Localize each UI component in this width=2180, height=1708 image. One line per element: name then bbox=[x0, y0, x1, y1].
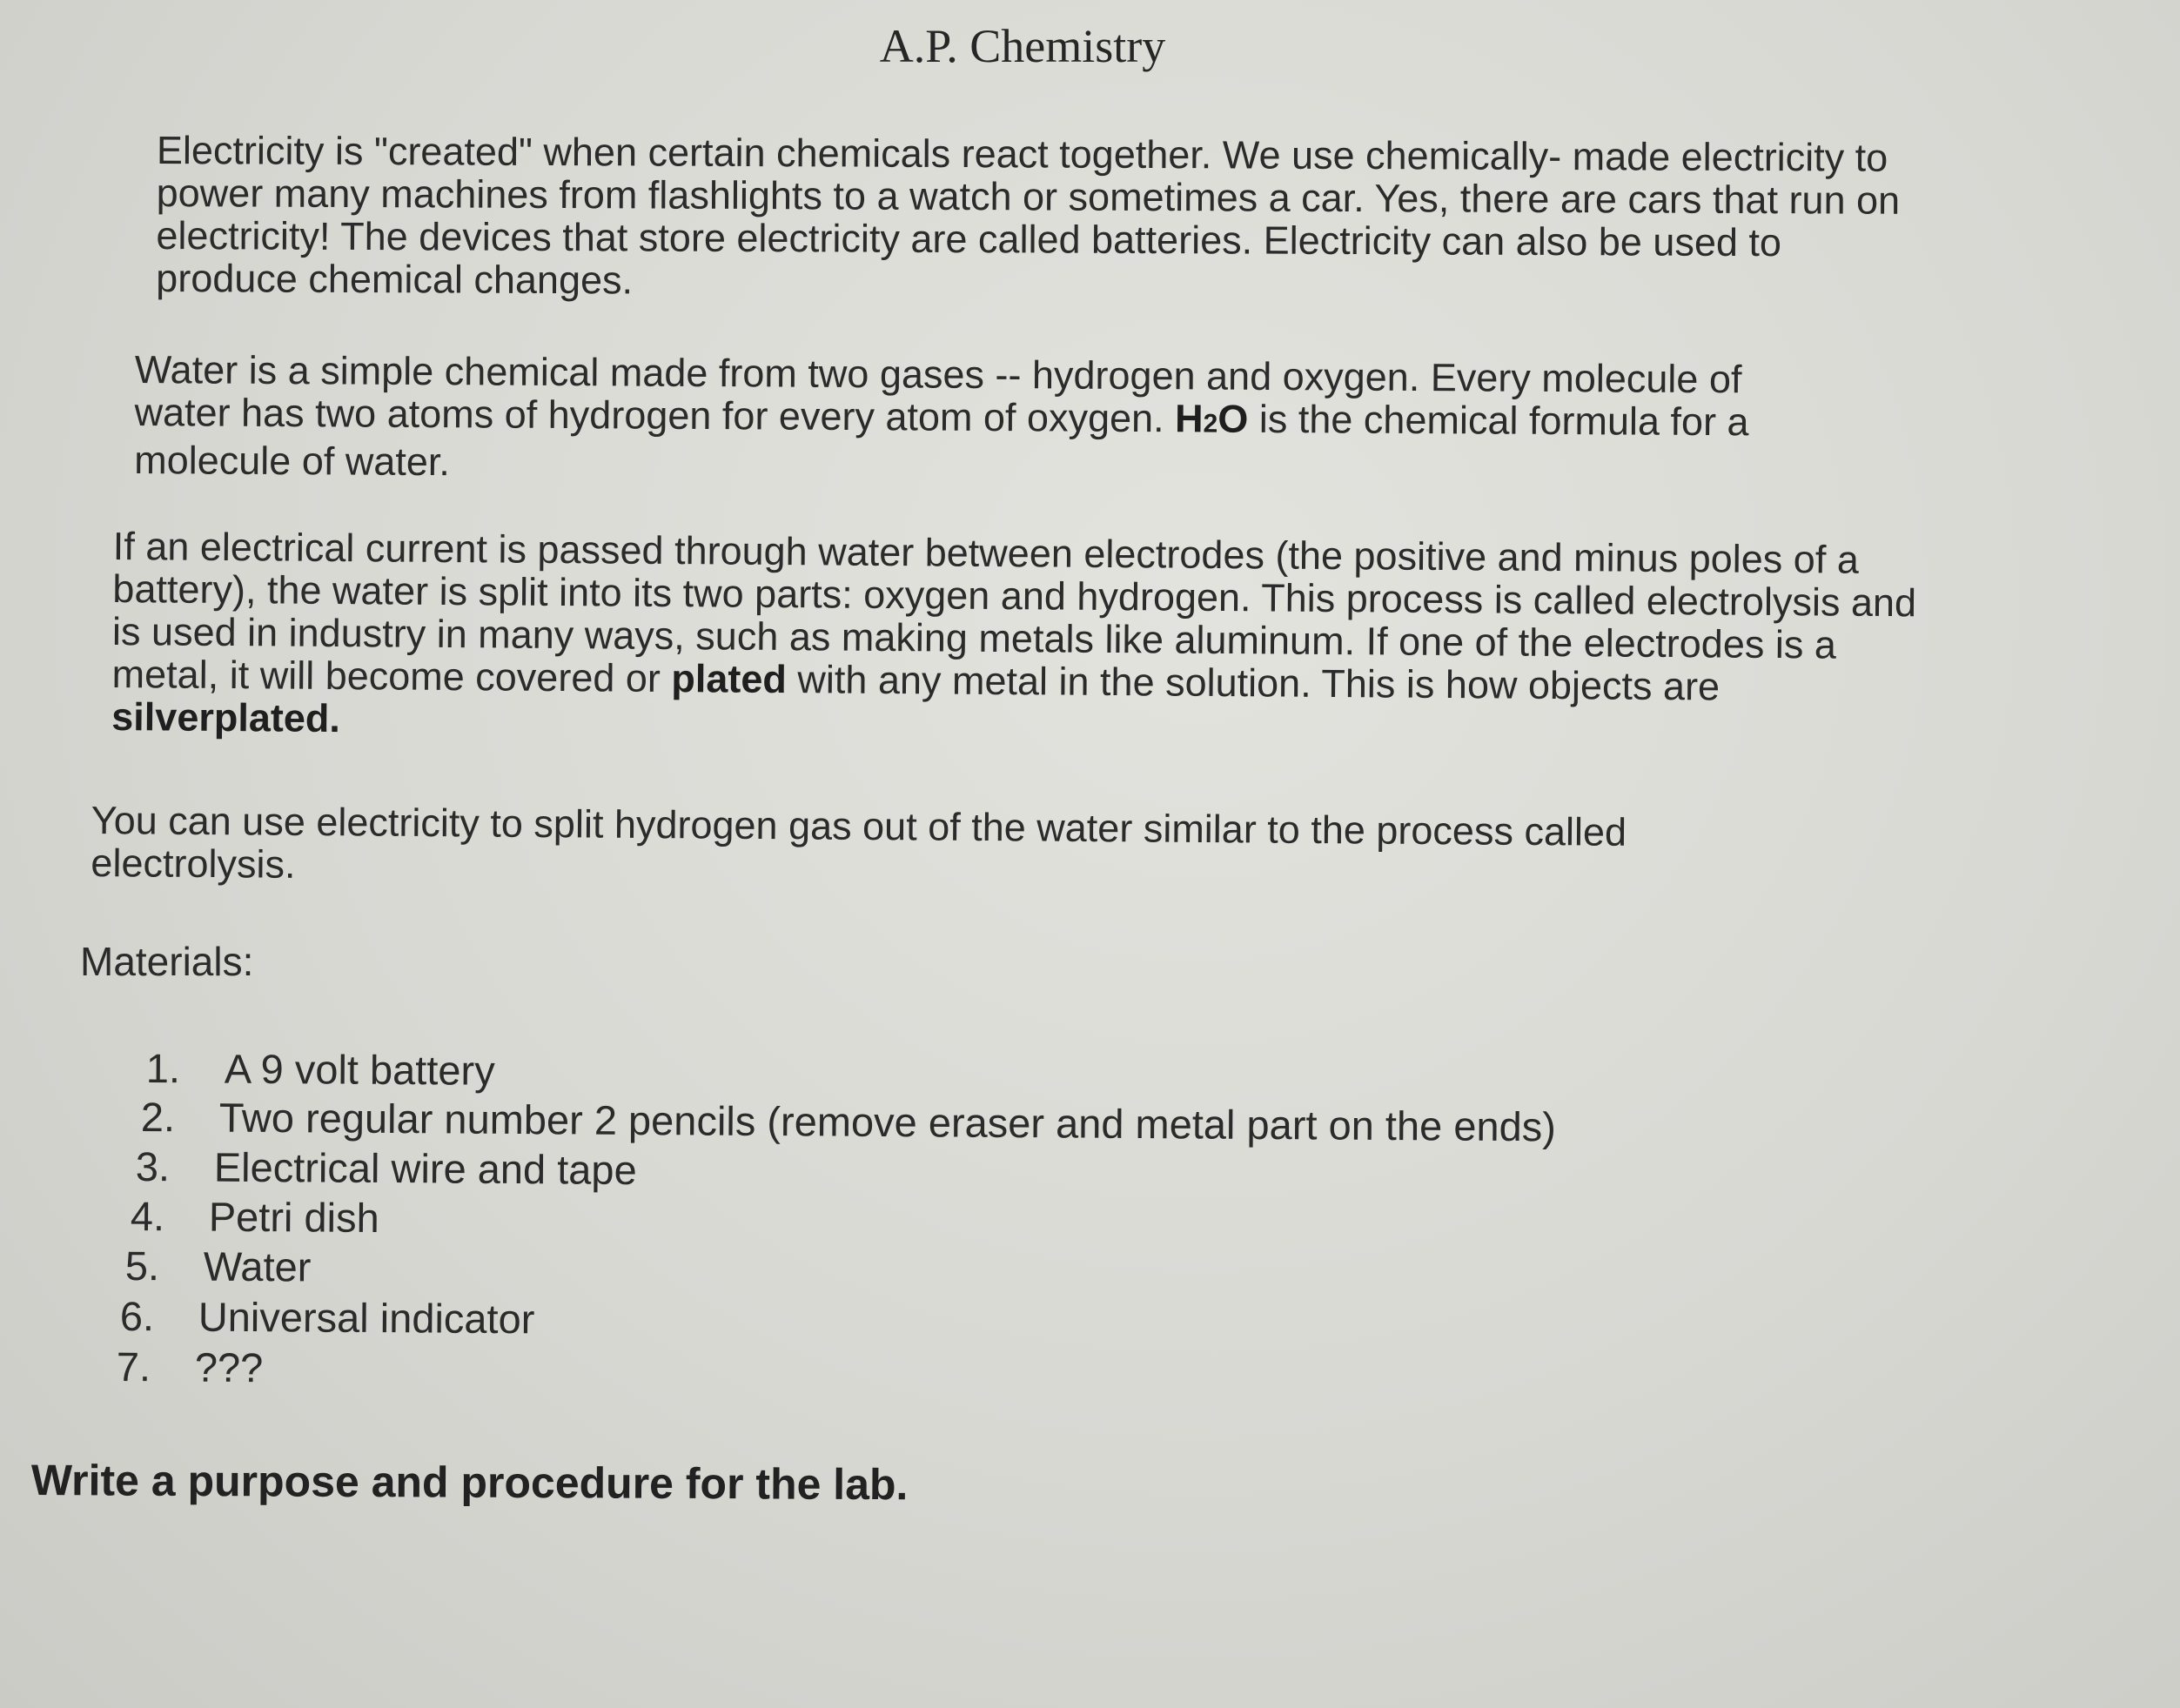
materials-heading: Materials: bbox=[80, 939, 254, 984]
list-text: Water bbox=[203, 1242, 312, 1290]
hydrogen-paragraph: You can use electricity to split hydrogen gas out of the water similar to the process called electrolysis. bbox=[91, 798, 1627, 887]
water-paragraph-text-end: is the chemical formula for a molecule of water. bbox=[134, 396, 1749, 485]
list-text: Two regular number 2 pencils (remove eraser and metal part on the ends) bbox=[218, 1094, 1557, 1150]
electrolysis-text-2: with any metal in the solution. This is how objects are bbox=[786, 657, 1721, 709]
list-item bbox=[117, 1343, 264, 1391]
page-title: A.P. Chemistry bbox=[879, 20, 1166, 72]
plated-term: plated bbox=[671, 656, 788, 702]
list-item bbox=[131, 1192, 379, 1242]
formula-subscript: 2 bbox=[1203, 409, 1218, 439]
list-number: 5. bbox=[124, 1242, 160, 1289]
water-formula bbox=[1175, 396, 1249, 441]
task-instruction: Write a purpose and procedure for the lab. bbox=[30, 1456, 909, 1510]
list-text: Universal indicator bbox=[198, 1293, 535, 1343]
water-paragraph bbox=[134, 348, 1841, 492]
formula-o: O bbox=[1217, 396, 1249, 441]
list-item bbox=[125, 1242, 312, 1290]
list-text: A 9 volt battery bbox=[224, 1045, 495, 1094]
list-text: ??? bbox=[194, 1343, 264, 1391]
list-number: 1. bbox=[145, 1045, 181, 1092]
list-text: Petri dish bbox=[208, 1193, 379, 1241]
list-item bbox=[146, 1044, 495, 1095]
list-number: 6. bbox=[119, 1293, 155, 1340]
list-number: 3. bbox=[135, 1143, 171, 1190]
intro-paragraph: Electricity is "created" when certain chemicals react together. We use chemically- made electricity to power many machines from flashlights to a watch or sometimes a car. Yes, there are cars that run on electricity! The devices that store electricity are called batteries. Electricity can also be used to produce chemical changes. bbox=[156, 128, 1901, 303]
list-number: 7. bbox=[116, 1343, 151, 1390]
silverplated-term: silverplated. bbox=[111, 693, 341, 741]
list-number: 4. bbox=[130, 1193, 165, 1240]
list-text: Electrical wire and tape bbox=[213, 1143, 637, 1194]
water-paragraph-text: Water is a simple chemical made from two gases -- hydrogen and oxygen. Every molecule of water has two atoms of hydrogen for every atom of oxygen. bbox=[134, 347, 1742, 441]
formula-h: H bbox=[1174, 396, 1204, 441]
list-number: 2. bbox=[140, 1094, 176, 1141]
list-item bbox=[141, 1093, 1556, 1150]
electrolysis-paragraph bbox=[111, 525, 1923, 752]
electrolysis-text-1: If an electrical current is passed through water between electrodes (the positive and minus poles of a battery), the water is split into its two parts: oxygen and hydrogen. This process is called electrolysis and is used in industry in many ways, such as making metals like aluminum. If one of the electrodes is a metal, it will become covered or bbox=[111, 524, 1917, 701]
list-item bbox=[136, 1142, 637, 1194]
list-item bbox=[120, 1292, 535, 1343]
